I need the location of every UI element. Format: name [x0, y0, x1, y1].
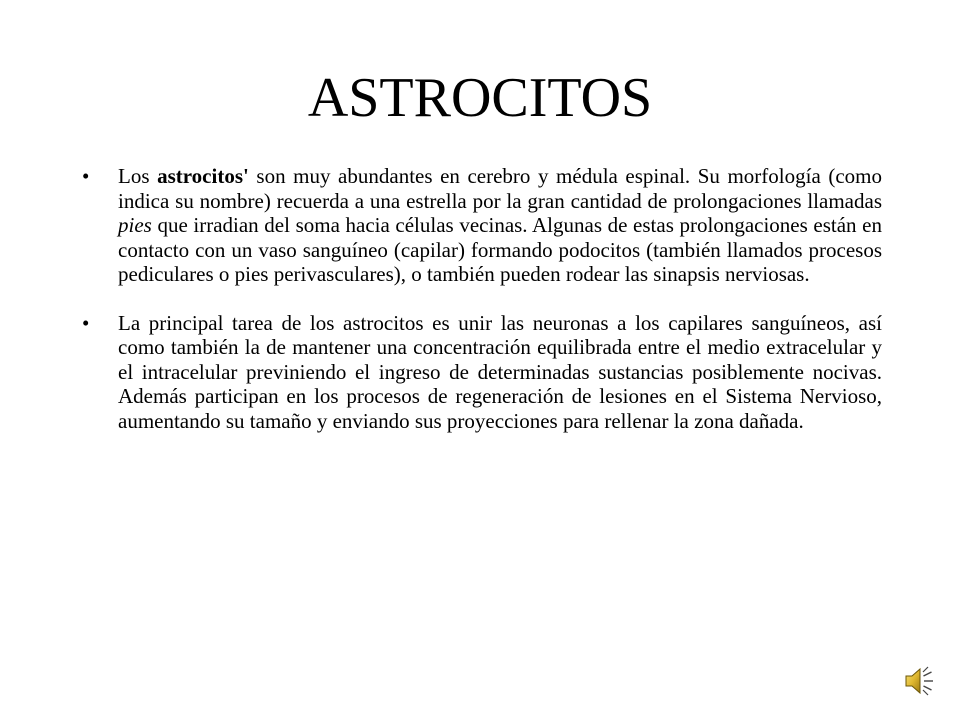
bullet-list	[82, 164, 882, 457]
bullet-item-astrocitos-function	[82, 311, 882, 434]
bullet-mark: •	[82, 310, 90, 335]
bullet-text: Los	[118, 164, 158, 188]
bullet-text: La principal tarea de los astrocitos es unir las neuronas a los capilares sanguíneos, así como también la de mantener una concentración equilibrada entre el medio extracelular y el intracelular previniendo el ingreso de determinadas sustancias posiblemente nocivas. Además participan en los procesos de regeneración de lesiones en el Sistema Nervioso, aumentando su tamaño y enviando sus proyecciones para rellenar la zona dañada.	[118, 310, 882, 433]
bullet-text: que irradian del soma hacia células vecinas. Algunas de estas prolongaciones están en contacto con un vaso sanguíneo (capilar) formando podocitos (también llamados procesos pediculares o pies perivasculares), o también pueden rodear las sinapsis nerviosas.	[118, 213, 882, 286]
bullet-item-astrocitos-definition	[82, 164, 882, 287]
bullet-text: son muy abundantes en cerebro y médula espinal. Su morfología (como indica su nombre) recuerda a una estrella por la gran cantidad de prolongaciones llamadas	[118, 164, 883, 213]
bullet-italic-term: pies	[118, 213, 152, 237]
slide-title: ASTROCITOS	[307, 67, 653, 129]
bullet-bold-term: astrocitos'	[157, 164, 249, 188]
speaker-sound-icon[interactable]	[903, 664, 937, 698]
bullet-mark: •	[82, 164, 90, 188]
speaker-sound-icon-graphic	[903, 664, 937, 698]
